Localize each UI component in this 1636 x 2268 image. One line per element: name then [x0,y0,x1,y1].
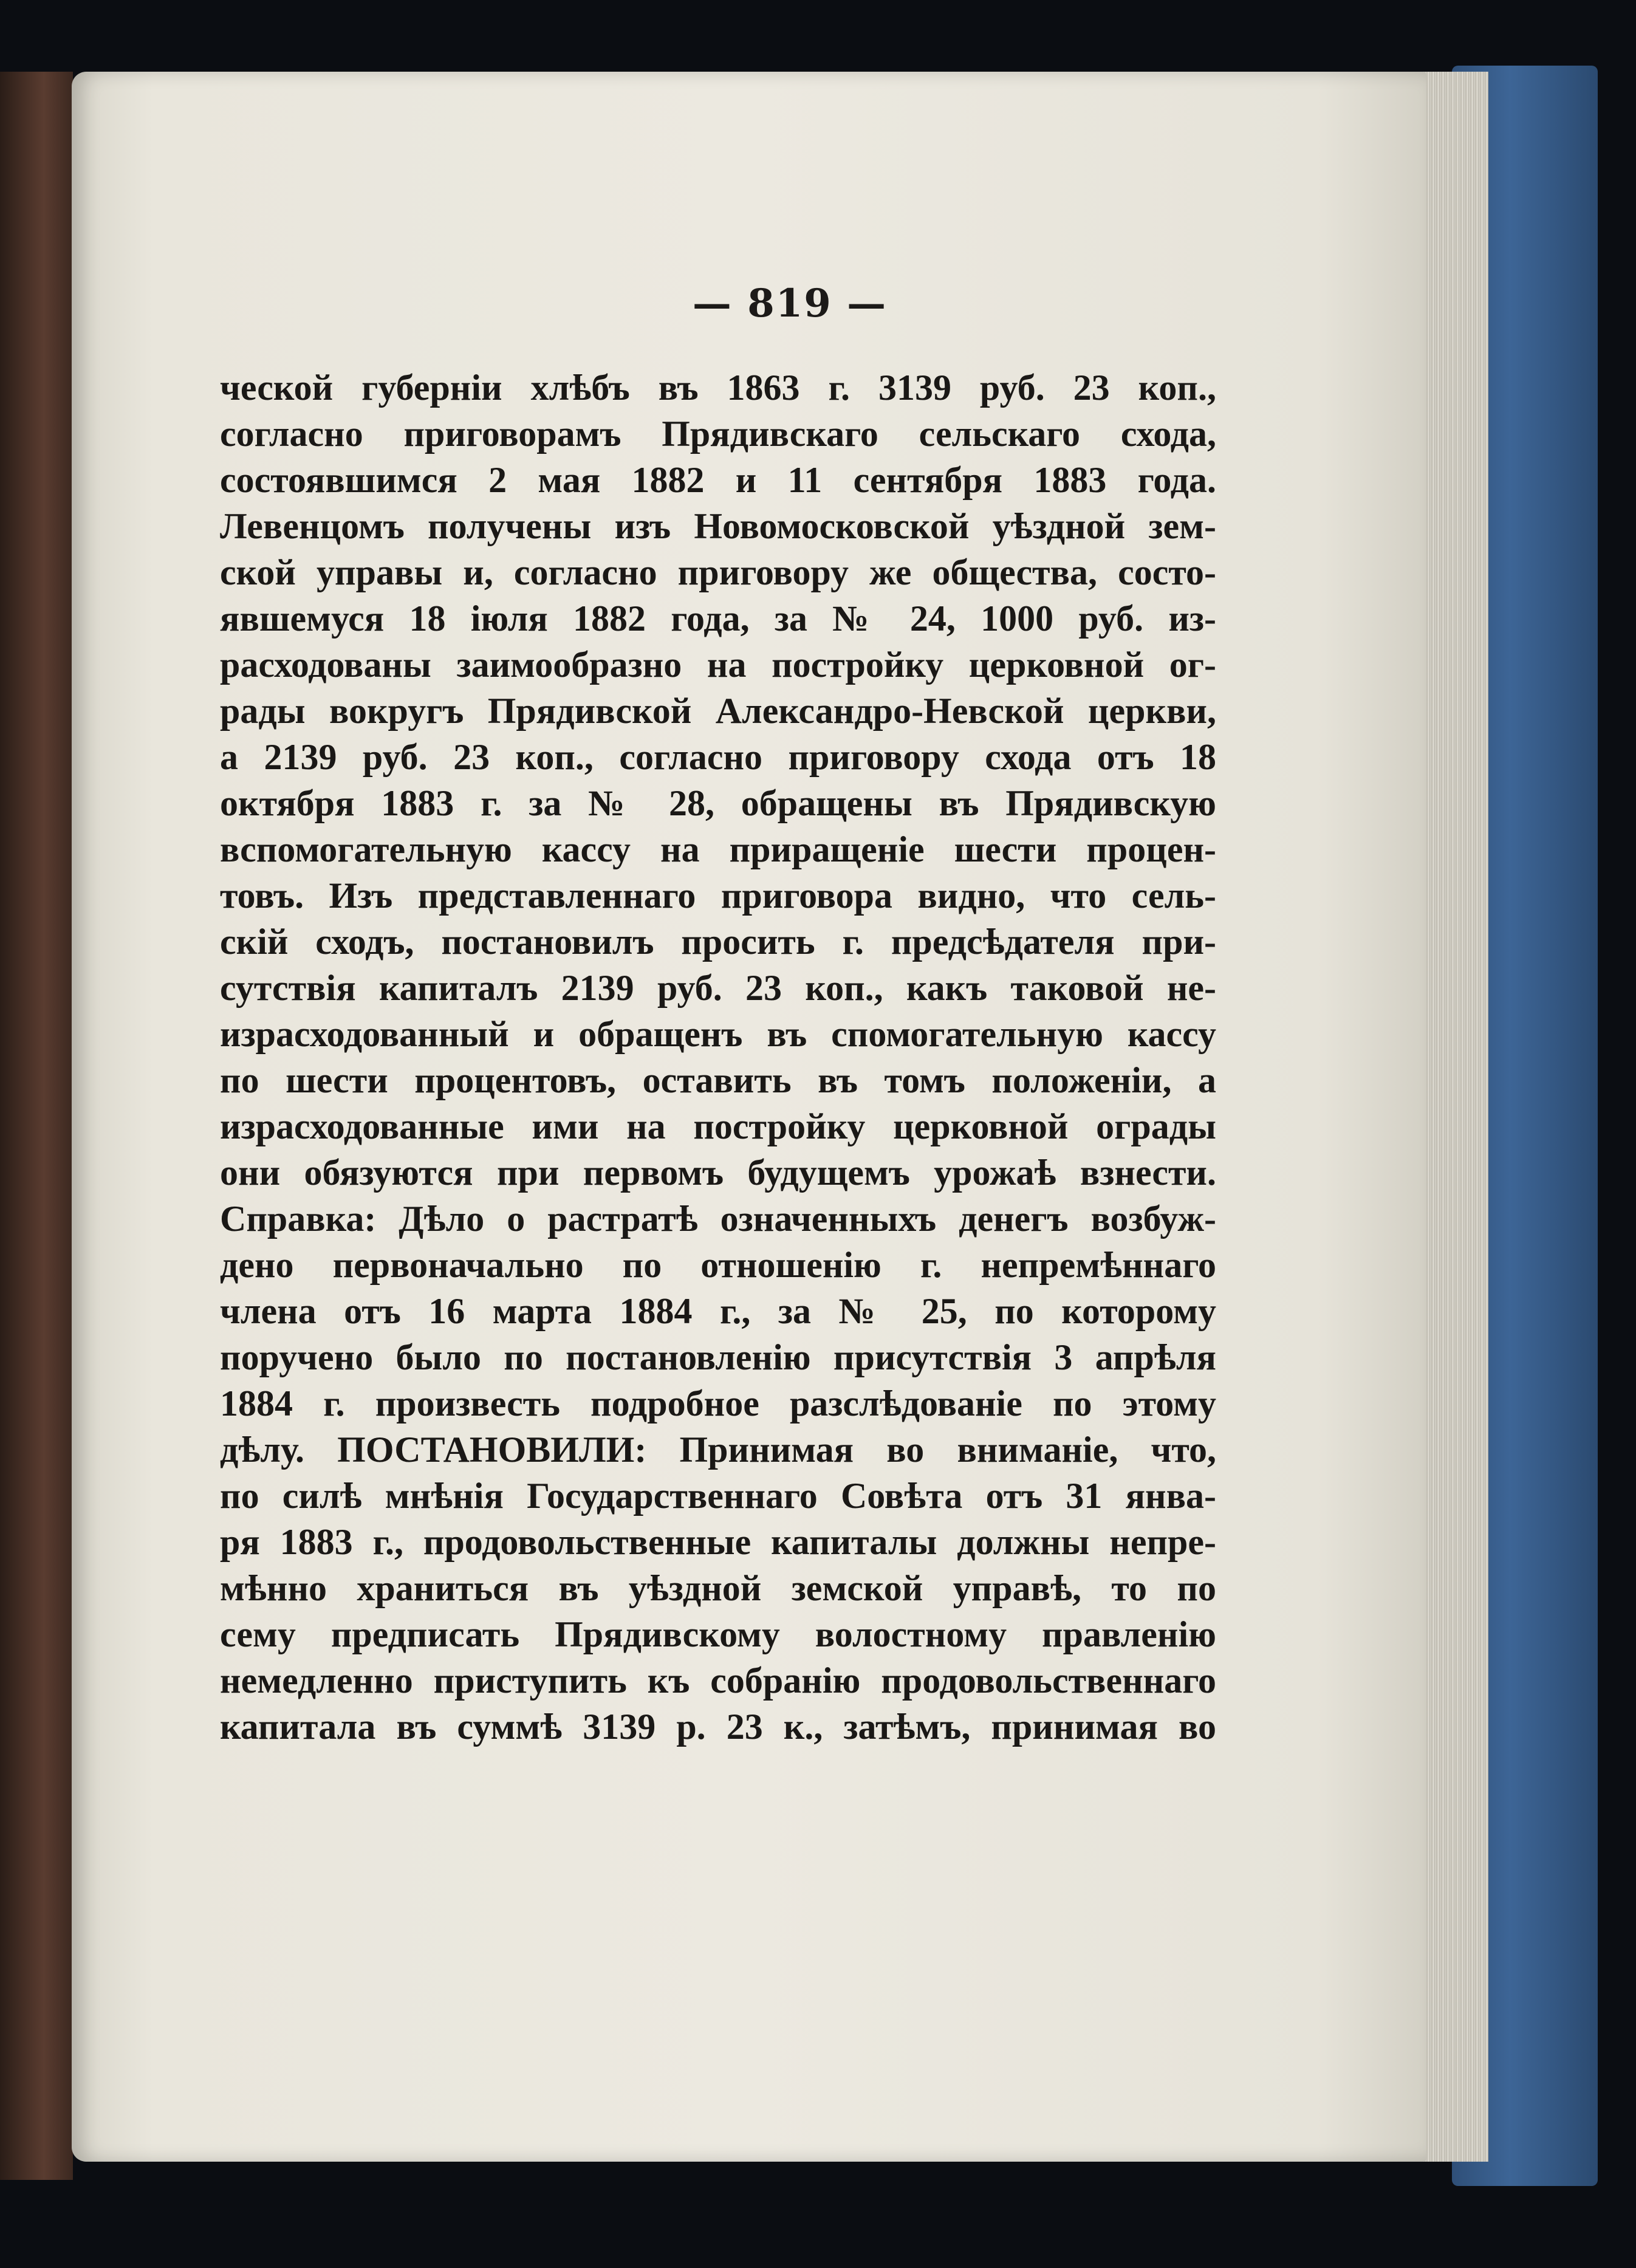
text-line: вспомогательную кассу на приращеніе шести процен- [220,829,1216,869]
text-line: поручено было по постановленію присутствія 3 апрѣля [220,1337,1216,1377]
text-line: по силѣ мнѣнія Государственнаго Совѣта отъ 31 янва- [220,1476,1216,1516]
text-line: сему предписать Прядивскому волостному правленію [220,1614,1216,1654]
text-line: а 2139 руб. 23 коп., согласно приговору схода отъ 18 [220,737,1216,777]
page-number: — 819 — [692,281,888,326]
text-line: сутствія капиталъ 2139 руб. 23 коп., какъ таковой не- [220,968,1216,1008]
text-line: ря 1883 г., продовольственные капиталы должны непре- [220,1522,1216,1562]
text-line: капитала въ суммѣ 3139 р. 23 к., затѣмъ, принимая во [220,1707,1216,1747]
text-line: дено первоначально по отношенію г. непремѣннаго [220,1245,1216,1285]
text-line: немедленно приступить къ собранію продовольственнаго [220,1660,1216,1701]
text-line: товъ. Изъ представленнаго приговора видно, что сель- [220,875,1216,916]
body-text [220,365,1216,1750]
text-line: по шести процентовъ, оставить въ томъ положеніи, а [220,1060,1216,1100]
text-line: мѣнно храниться въ уѣздной земской управѣ, то по [220,1568,1216,1608]
text-line: 1884 г. произвесть подробное разслѣдованіе по этому [220,1383,1216,1423]
text-line: октября 1883 г. за № 28, обращены въ Прядивскую [220,783,1216,823]
text-line: израсходованные ими на постройку церковной ограды [220,1106,1216,1146]
text-line: ской управы и, согласно приговору же общества, состо- [220,552,1216,592]
text-line: согласно приговорамъ Прядивскаго сельскаго схода, [220,414,1216,454]
text-line: ческой губерніи хлѣбъ въ 1863 г. 3139 руб. 23 коп., [220,368,1216,408]
text-line: расходованы заимообразно на постройку церковной ог- [220,645,1216,685]
text-line: дѣлу. ПОСТАНОВИЛИ: Принимая во вниманіе, что, [220,1430,1216,1470]
text-line: Справка: Дѣло о растратѣ означенныхъ денегъ возбуж- [220,1199,1216,1239]
text-line: Левенцомъ получены изъ Новомосковской уѣздной зем- [220,506,1216,546]
text-line: скій сходъ, постановилъ просить г. предсѣдателя при- [220,922,1216,962]
left-page-edge [0,72,73,2180]
text-line: члена отъ 16 марта 1884 г., за № 25, по которому [220,1291,1216,1331]
text-line: они обязуются при первомъ будущемъ урожаѣ взнести. [220,1153,1216,1193]
text-line: рады вокругъ Прядивской Александро-Невской церкви, [220,691,1216,731]
text-line: состоявшимся 2 мая 1882 и 11 сентября 1883 года. [220,460,1216,500]
page-stack-edges [1415,72,1488,2162]
text-line: израсходованный и обращенъ въ спомогательную кассу [220,1014,1216,1054]
text-line: явшемуся 18 іюля 1882 года, за № 24, 1000 руб. из- [220,598,1216,639]
